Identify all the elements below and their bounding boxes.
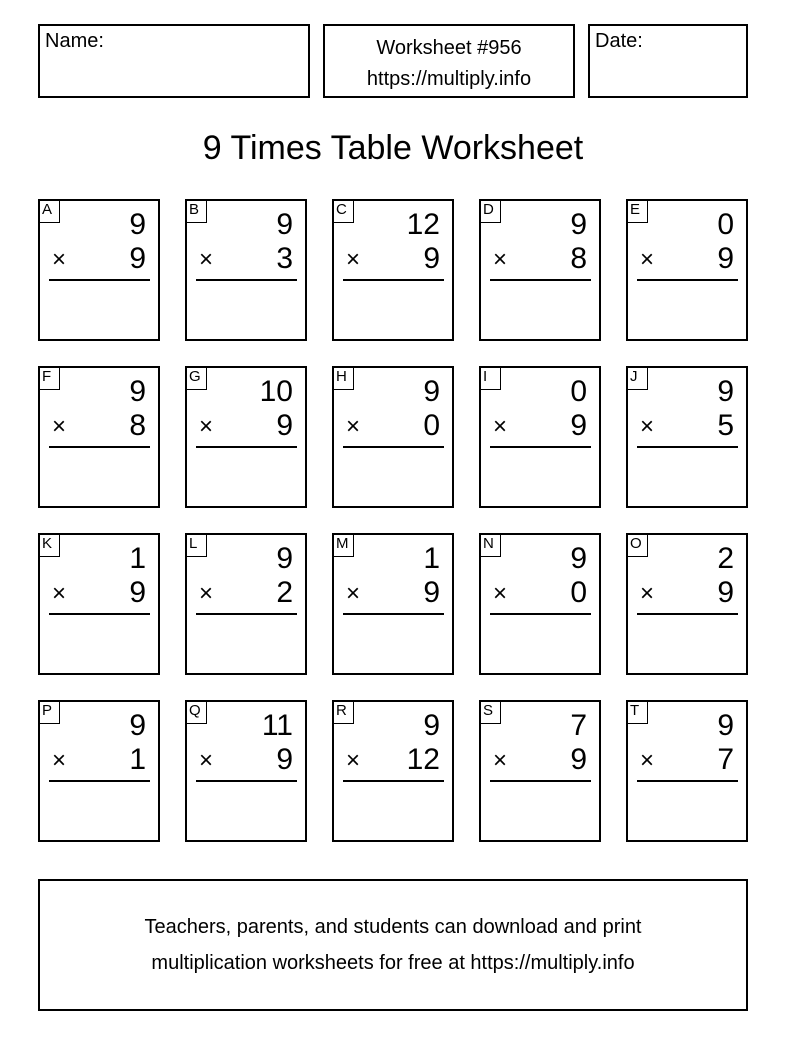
multiply-sign-icon: × xyxy=(52,580,67,607)
worksheet-info-box xyxy=(323,24,575,98)
page-title: 9 Times Table Worksheet xyxy=(202,129,584,167)
multiply-sign-icon: × xyxy=(52,246,67,273)
problem-card[interactable] xyxy=(479,199,601,341)
problem-card[interactable] xyxy=(332,700,454,842)
answer-line xyxy=(196,780,297,782)
problem-card[interactable] xyxy=(479,366,601,508)
multiplicand: 12 xyxy=(406,208,440,241)
date-field-box[interactable] xyxy=(588,24,748,98)
multiplier: 9 xyxy=(423,242,440,275)
answer-line xyxy=(490,279,591,281)
multiplier: 9 xyxy=(717,576,734,609)
problem-letter: H xyxy=(332,366,354,390)
multiplier: 12 xyxy=(406,743,440,776)
problem-letter: O xyxy=(626,533,648,557)
multiply-sign-icon: × xyxy=(640,246,655,273)
multiply-sign-icon: × xyxy=(346,246,361,273)
multiplicand: 9 xyxy=(423,709,440,742)
multiply-sign-icon: × xyxy=(493,747,508,774)
multiplier: 9 xyxy=(129,242,146,275)
multiplier: 9 xyxy=(570,409,587,442)
problem-card[interactable] xyxy=(479,533,601,675)
footer-text-line-1: Teachers, parents, and students can download and print xyxy=(144,916,642,938)
problem-letter: T xyxy=(626,700,648,724)
problem-card[interactable] xyxy=(38,533,160,675)
multiplicand: 0 xyxy=(570,375,587,408)
multiply-sign-icon: × xyxy=(346,413,361,440)
problem-card[interactable] xyxy=(332,366,454,508)
problem-letter: C xyxy=(332,199,354,223)
multiplier: 8 xyxy=(570,242,587,275)
problem-letter: I xyxy=(479,366,501,390)
problem-card[interactable] xyxy=(185,366,307,508)
multiplicand: 9 xyxy=(129,375,146,408)
multiplier: 3 xyxy=(276,242,293,275)
multiplicand: 9 xyxy=(423,375,440,408)
multiplicand: 9 xyxy=(570,208,587,241)
answer-line xyxy=(49,279,150,281)
multiply-sign-icon: × xyxy=(640,580,655,607)
problem-letter: M xyxy=(332,533,354,557)
worksheet-number: Worksheet #956 xyxy=(376,37,522,59)
problem-letter: R xyxy=(332,700,354,724)
problem-card[interactable] xyxy=(185,199,307,341)
problem-card[interactable] xyxy=(626,199,748,341)
problem-letter: K xyxy=(38,533,60,557)
multiplier: 7 xyxy=(717,743,734,776)
problem-letter: N xyxy=(479,533,501,557)
answer-line xyxy=(637,613,738,615)
multiplier: 0 xyxy=(570,576,587,609)
multiplicand: 0 xyxy=(717,208,734,241)
multiplicand: 9 xyxy=(717,709,734,742)
multiply-sign-icon: × xyxy=(640,747,655,774)
problem-letter: J xyxy=(626,366,648,390)
footer-text-line-2: multiplication worksheets for free at https://multiply.info xyxy=(151,952,635,974)
footer-box xyxy=(38,879,748,1011)
multiplicand: 9 xyxy=(570,542,587,575)
multiply-sign-icon: × xyxy=(199,580,214,607)
problem-card[interactable] xyxy=(626,366,748,508)
multiplicand: 9 xyxy=(717,375,734,408)
multiply-sign-icon: × xyxy=(346,747,361,774)
multiplicand: 10 xyxy=(259,375,293,408)
answer-line xyxy=(343,780,444,782)
answer-line xyxy=(343,613,444,615)
answer-line xyxy=(49,613,150,615)
multiplier: 9 xyxy=(423,576,440,609)
multiply-sign-icon: × xyxy=(199,747,214,774)
problem-letter: D xyxy=(479,199,501,223)
name-label: Name: xyxy=(45,30,104,52)
problem-letter: P xyxy=(38,700,60,724)
problem-letter: E xyxy=(626,199,648,223)
name-field-box[interactable] xyxy=(38,24,310,98)
answer-line xyxy=(196,279,297,281)
multiplicand: 11 xyxy=(261,709,293,742)
problem-card[interactable] xyxy=(38,700,160,842)
multiply-sign-icon: × xyxy=(199,246,214,273)
multiplicand: 7 xyxy=(570,709,587,742)
answer-line xyxy=(490,446,591,448)
multiplicand: 2 xyxy=(717,542,734,575)
answer-line xyxy=(343,446,444,448)
multiplicand: 9 xyxy=(276,208,293,241)
answer-line xyxy=(637,279,738,281)
problem-letter: B xyxy=(185,199,207,223)
multiply-sign-icon: × xyxy=(640,413,655,440)
multiplicand: 9 xyxy=(276,542,293,575)
multiply-sign-icon: × xyxy=(52,413,67,440)
multiplicand: 1 xyxy=(129,542,146,575)
problem-card[interactable] xyxy=(479,700,601,842)
multiply-sign-icon: × xyxy=(493,246,508,273)
problem-card[interactable] xyxy=(332,199,454,341)
answer-line xyxy=(637,446,738,448)
multiplier: 1 xyxy=(129,743,146,776)
answer-line xyxy=(196,446,297,448)
problem-letter: A xyxy=(38,199,60,223)
multiplier: 2 xyxy=(276,576,293,609)
problem-card[interactable] xyxy=(185,533,307,675)
multiplier: 0 xyxy=(423,409,440,442)
multiply-sign-icon: × xyxy=(346,580,361,607)
answer-line xyxy=(49,780,150,782)
date-label: Date: xyxy=(595,30,643,52)
problem-letter: L xyxy=(185,533,207,557)
problem-letter: S xyxy=(479,700,501,724)
multiplicand: 9 xyxy=(129,208,146,241)
multiplier: 9 xyxy=(717,242,734,275)
problem-card[interactable] xyxy=(38,366,160,508)
multiplier: 9 xyxy=(570,743,587,776)
multiplier: 9 xyxy=(276,743,293,776)
problem-card[interactable] xyxy=(38,199,160,341)
problem-card[interactable] xyxy=(185,700,307,842)
multiplicand: 1 xyxy=(423,542,440,575)
problem-letter: Q xyxy=(185,700,207,724)
answer-line xyxy=(49,446,150,448)
worksheet-url: https://multiply.info xyxy=(366,68,532,90)
multiplier: 5 xyxy=(717,409,734,442)
problem-letter: G xyxy=(185,366,207,390)
multiplier: 9 xyxy=(129,576,146,609)
answer-line xyxy=(196,613,297,615)
answer-line xyxy=(343,279,444,281)
multiply-sign-icon: × xyxy=(199,413,214,440)
answer-line xyxy=(637,780,738,782)
multiplier: 9 xyxy=(276,409,293,442)
answer-line xyxy=(490,613,591,615)
problem-letter: F xyxy=(38,366,60,390)
multiply-sign-icon: × xyxy=(52,747,67,774)
multiply-sign-icon: × xyxy=(493,413,508,440)
multiplicand: 9 xyxy=(129,709,146,742)
problem-card[interactable] xyxy=(626,700,748,842)
multiplier: 8 xyxy=(129,409,146,442)
answer-line xyxy=(490,780,591,782)
problem-card[interactable] xyxy=(332,533,454,675)
multiply-sign-icon: × xyxy=(493,580,508,607)
problem-card[interactable] xyxy=(626,533,748,675)
